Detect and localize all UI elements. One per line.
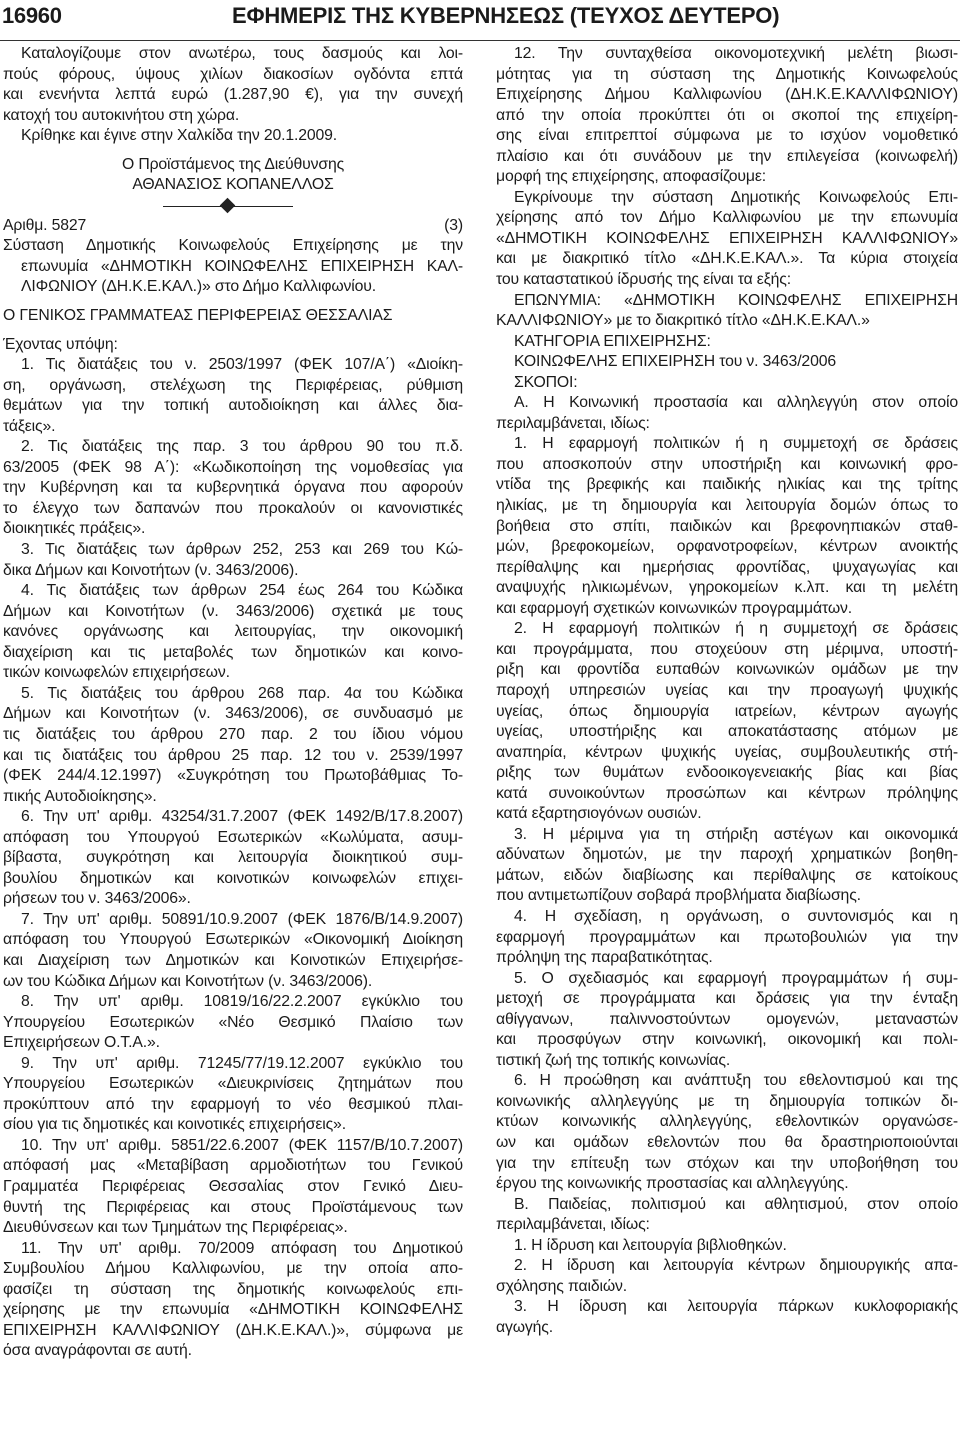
text-line: 6. Η προώθηση και ανάπτυξη του εθελοντισμού και της: [514, 1072, 958, 1090]
text-line: τις διατάξεις του άρθρου 270 παρ. 2 του ίδιου νόμου: [3, 725, 463, 743]
text-line: Δήμων και Κοινοτήτων (ν. 3463/2006), σε συνδυασμό με: [3, 705, 463, 723]
judged-line: Κρίθηκε και έγινε στην Χαλκίδα την 20.1.2009.: [21, 127, 338, 145]
section-a-item: [496, 907, 958, 969]
text-line: Επιχείρησης Δήμου Καλλιφωνίου (ΔΗ.Κ.Ε.ΚΑΛΛΙΦΩΝΙΟΥ): [496, 86, 958, 104]
page-number: 16960: [2, 3, 62, 28]
text-line: 5. Ο σχεδιασμός και εφαρμογή προγραμμάτων ή συμ-: [514, 969, 958, 987]
text-line: βουλίου δημοτικών και κοινοτικών κοινωφελών επιχει-: [3, 869, 463, 887]
right-column: [496, 44, 958, 1338]
text-line: 3. Η ίδρυση και λειτουργία πάρκων κυκλοφοριακής: [514, 1298, 958, 1316]
section-divider: [3, 196, 463, 216]
text-line: χείρησης από τον Δήμο Καλλιφωνίου με την επωνυμία: [496, 209, 958, 227]
issuer-heading: Ο ΓΕΝΙΚΟΣ ΓΡΑΜΜΑΤΕΑΣ ΠΕΡΙΦΕΡΕΙΑΣ ΘΕΣΣΑΛΙΑΣ: [3, 307, 393, 325]
consideration-item: [3, 910, 463, 992]
text-line: Επιχειρήσεων Ο.Τ.Α.».: [3, 1034, 160, 1052]
text-line: τάξεις».: [3, 417, 56, 435]
text-line: θεμάτων για την τοπική αυτοδιοίκηση και άλλες δια-: [3, 397, 463, 415]
decision-header: [3, 216, 463, 237]
text-line: Γραμματέα Περιφέρειας Θεσσαλίας στον Γενικό Διευ-: [3, 1177, 463, 1195]
consideration-item: [3, 1054, 463, 1136]
consideration-item: [3, 1239, 463, 1362]
decision-index: (3): [444, 216, 463, 234]
text-line: πλαίσιο και ότι συνάδουν με την επιλεγείσα (κοινωφελή): [496, 147, 958, 165]
text-line: και με διακριτικό τίτλο «ΔΗ.Κ.Ε.ΚΑΛ.». Τα κύρια στοιχεία: [496, 250, 958, 268]
text-line: Καταλογίζουμε στον ανωτέρω, τους δασμούς και λοι-: [21, 45, 463, 62]
text-line: που αντιμετωπίζουν σοβαρά προβλήματα διαβίωσης.: [496, 887, 861, 905]
approval-text: [496, 188, 958, 291]
text-line: Β. Παιδείας, πολιτισμού και αθλητισμού, στον οποίο: [514, 1195, 958, 1213]
text-line: κατά συνοικούντων προσώπων και κέντρων πρόληψης: [496, 784, 958, 802]
text-line: το έλεγχο των δαπανών που προκαλούν οι κανονιστικές: [3, 499, 463, 517]
consideration-item: [3, 684, 463, 807]
text-line: και ενενήντα λεπτά ευρώ (1.287,90 €), για την συνεχή: [3, 86, 463, 104]
text-line: σης είναι επιτρεπτοί σύμφωνα με το ισχύον νομοθετικό: [496, 127, 958, 145]
text-line: 1. Τις διατάξεις του ν. 2503/1997 (ΦΕΚ 107/Α΄) «Διοίκη-: [21, 356, 463, 374]
text-line: ΚΑΛΛΙΦΩΝΙΟΥ» με το διακριτικό τίτλο «ΔΗ.Κ.Ε.ΚΑΛ.»: [496, 312, 870, 330]
text-line: χείρησης με την επωνυμία «ΔΗΜΟΤΙΚΗ ΚΟΙΝΩΦΕΛΗΣ: [3, 1301, 463, 1319]
text-line: 12. Την συνταχθείσα οικονομοτεχνική μελέτη βιωσι-: [514, 45, 958, 62]
section-a-item: [496, 619, 958, 824]
page-header: [0, 0, 960, 41]
text-line: ηλικίας, με τη δημιουργία και λειτουργία δομών όπως το: [496, 497, 958, 515]
text-line: σχόλησης παιδιών.: [496, 1277, 628, 1295]
text-line: φασίζει τη σύσταση της δημοτικής κοινωφελούς επι-: [3, 1280, 463, 1298]
text-line: 8. Την υπ' αριθμ. 10819/16/22.2.2007 εγκύκλιο του: [21, 993, 463, 1011]
text-line: υγείας, όπως δημιουργία ιατρείων, κέντρων αγωγής: [496, 702, 958, 720]
text-line: μών, βρεφοκομείων, ορφανοτροφείων, κέντρων ανοικτής: [496, 538, 958, 556]
text-line: και εφαρμογή σχετικών κοινωνικών προγραμμάτων.: [496, 599, 852, 617]
text-line: Διευθύνσεων και των Τμημάτων της Περιφέρειας».: [3, 1219, 348, 1237]
text-line: βοήθεια στο σπίτι, παιδικών και βρεφονηπιακών σταθ-: [496, 517, 958, 535]
previous-decision-text: [3, 44, 463, 147]
text-line: και Διαχείριση των Δημοτικών και Κοινοτικών Επιχειρήσε-: [3, 951, 463, 969]
text-line: αδύνατων δημοτών, με την παροχή χρηματικών βοηθη-: [496, 846, 958, 864]
section-b-item: [496, 1256, 958, 1297]
text-line: σίου για τις δημοτικές και κοινοτικές επιχειρήσεις».: [3, 1116, 346, 1134]
text-line: του καταστατικού ίδρυσής της είναι τα εξής:: [496, 271, 791, 289]
text-line: 5. Τις διατάξεις του άρθρου 268 παρ. 4α του Κώδικα: [21, 684, 463, 702]
text-line: Δήμων και Κοινοτήτων (ν. 3463/2006) σχετικά με τους: [3, 602, 463, 620]
text-line: υγείας, υποστήριξης και αποκατάστασης ατόμων με: [496, 723, 958, 741]
diamond-ornament-icon: [220, 198, 236, 214]
text-line: Υπουργείου Εσωτερικών «Διευκρινίσεις ζητημάτων που: [3, 1075, 463, 1093]
gazette-title: ΕΦΗΜΕΡΙΣ ΤΗΣ ΚΥΒΕΡΝΗΣΕΩΣ (ΤΕΥΧΟΣ ΔΕΥΤΕΡΟ): [232, 3, 780, 28]
text-line: Συμβουλίου Δήμου Καλλιφωνίου, με την οποία απο-: [3, 1260, 463, 1278]
text-line: την Κυβέρνηση και τα κυβερνητικά όργανα που αφορούν: [3, 479, 463, 497]
text-line: εφαρμογή προγραμμάτων και πρωτοβουλιών για την: [496, 928, 958, 946]
text-line: ΕΠΙΧΕΙΡΗΣΗ ΚΑΛΛΙΦΩΝΙΟΥ (ΔΗ.Κ.Ε.ΚΑΛ.)», σύμφωνα με: [3, 1321, 463, 1339]
text-line: πρόληψη της παραβατικότητας.: [496, 949, 713, 967]
text-line: τιστική ζωή της τοπικής κοινωνίας.: [496, 1051, 731, 1069]
text-line: ρήσεων του ν. 3463/2006».: [3, 890, 191, 908]
consideration-item: [3, 992, 463, 1054]
text-line: τικών κοινωφελών επιχειρήσεων.: [3, 664, 230, 682]
section-b-heading: [496, 1195, 958, 1236]
text-line: μορφή της επιχείρησης, αποφασίζουμε:: [496, 168, 767, 186]
text-line: 3. Η μέριμνα για τη στήριξη αστέγων και οικονομικά: [514, 825, 958, 843]
text-line: «ΔΗΜΟΤΙΚΗ ΚΟΙΝΩΦΕΛΗΣ ΕΠΙΧΕΙΡΗΣΗ ΚΑΛΛΙΦΩΝΙΟΥ»: [496, 229, 958, 247]
text-line: ΛΙΦΩΝΙΟΥ (ΔΗ.Κ.Ε.ΚΑΛ.)» στο Δήμο Καλλιφωνίου.: [21, 278, 376, 296]
text-line: κατοχή του αυτοκινήτου στη χώρα.: [3, 106, 240, 124]
section-a-list: [496, 434, 958, 1194]
text-line: απόφαση του Υπουργού Εσωτερικών «Οικονομική Διοίκηση: [3, 931, 463, 949]
text-line: 1. Η εφαρμογή πολιτικών ή η συμμετοχή σε δράσεις: [514, 435, 958, 453]
text-line: προκύπτουν από την εφαρμογή το νέο θεσμικού πλαι-: [3, 1095, 463, 1113]
text-line: όσα αναγράφονται σε αυτή.: [3, 1342, 192, 1360]
text-line: διοικητικές πράξεις».: [3, 520, 146, 538]
text-line: περίθαλψης και ημερήσιας φροντίδας, ψυχαγωγίας και: [496, 558, 958, 576]
text-line: κατά εξαρτησιογόνων ουσιών.: [496, 805, 702, 823]
text-line: 2. Η ίδρυση και λειτουργία κέντρων δημιουργικής απα-: [514, 1257, 958, 1275]
text-line: μάτων, ειδών διαβίωσης και περίθαλψης σε κατοίκους: [496, 866, 958, 884]
text-line: ων του Κώδικα Δήμων και Κοινοτήτων (ν. 3463/2006).: [3, 972, 373, 990]
section-a-item: [496, 825, 958, 907]
section-b-item: [496, 1236, 958, 1257]
signer-title: Ο Προϊστάμενος της Διεύθυνσης: [121, 155, 345, 173]
category-label: ΚΑΤΗΓΟΡΙΑ ΕΠΙΧΕΙΡΗΣΗΣ:: [514, 332, 711, 350]
text-line: Εγκρίνουμε την σύσταση Δημοτικής Κοινωφελούς Επι-: [514, 188, 958, 206]
text-line: Α. Η Κοινωνική προστασία και αλληλεγγύη στον οποίο: [514, 394, 958, 412]
consideration-item: [3, 540, 463, 581]
section-b-item: [496, 1297, 958, 1338]
decision-title: [3, 236, 463, 298]
text-line: έργου της κοινωνικής προστασίας και αλληλεγγύης.: [496, 1175, 849, 1193]
text-line: ντίδα της βρεφικής και παιδικής ηλικίας και της τρίτης: [496, 476, 958, 494]
decision-number: Αριθμ. 5827: [3, 216, 87, 234]
text-line: περιλαμβάνεται, ιδίως:: [496, 414, 650, 432]
text-line: που αποσκοπούν στην υποστήριξη και κοινωνική φρο-: [496, 455, 958, 473]
text-line: μότητας για τη σύσταση της Δημοτικής Κοινωφελούς: [496, 65, 958, 83]
text-line: και τις διατάξεις του άρθρου 25 παρ. 12 του ν. 2539/1997: [3, 746, 463, 764]
text-line: αθίγγανων, παλιννοστούντων ομογενών, μεταναστών: [496, 1010, 958, 1028]
text-line: 2. Τις διατάξεις της παρ. 3 του άρθρου 90 του π.δ.: [21, 438, 463, 456]
text-line: ριξης των θυμάτων ενδοοικογενειακής βίας και βίας: [496, 764, 958, 782]
text-line: ΕΠΩΝΥΜΙΑ: «ΔΗΜΟΤΙΚΗ ΚΟΙΝΩΦΕΛΗΣ ΕΠΙΧΕΙΡΗΣΗ: [514, 291, 958, 309]
consideration-item: [3, 1136, 463, 1239]
text-line: 9. Την υπ' αριθμ. 71245/77/19.12.2007 εγκύκλιο του: [21, 1054, 463, 1072]
text-line: Σύσταση Δημοτικής Κοινωφελούς Επιχείρησης με την: [3, 237, 463, 255]
goals-label: ΣΚΟΠΟΙ:: [514, 373, 578, 391]
text-line: επωνυμία «ΔΗΜΟΤΙΚΗ ΚΟΙΝΩΦΕΛΗΣ ΕΠΙΧΕΙΡΗΣΗ ΚΑΛ-: [21, 257, 463, 275]
left-column: [3, 44, 463, 1362]
text-line: ριξη και φροντίδα ευπαθών κοινωνικών ομάδων με την: [496, 661, 958, 679]
text-line: (ΦΕΚ 244/4.12.1997) «Συγκρότηση του Πρωτοβάθμιας Το-: [3, 767, 463, 785]
text-line: πικής Αυτοδιοίκησης».: [3, 787, 157, 805]
consideration-item: [3, 437, 463, 540]
company-name: [496, 291, 958, 332]
text-line: 63/2005 (ΦΕΚ 98 Α΄): «Κωδικοποίηση της νομοθεσίας για: [3, 458, 463, 476]
text-line: μετοχή σε προγράμματα και δράσεις για την ένταξη: [496, 990, 958, 1008]
text-line: και προγράμματα, που στοχεύουν στη μέριμνα, υποστή-: [496, 640, 958, 658]
item-12: [496, 44, 958, 188]
text-line: περιλαμβάνεται, ιδίως:: [496, 1216, 650, 1234]
text-line: δικα Δήμων και Κοινοτήτων (ν. 3463/2006).: [3, 561, 299, 579]
text-line: αναψυχής ηλικιωμένων, γηροκομείων κ.λπ. και τη μελέτη: [496, 579, 958, 597]
text-line: παροχή υπηρεσιών υγείας και την προαγωγή ψυχικής: [496, 681, 958, 699]
text-line: 1. Η ίδρυση και λειτουργία βιβλιοθηκών.: [514, 1236, 787, 1254]
text-line: πούς φόρους, ύψους χιλίων διακοσίων ογδόντα επτά: [3, 65, 463, 83]
section-a-item: [496, 969, 958, 1072]
text-line: για την επίτευξη των στόχων και την υποβοήθηση του: [496, 1154, 958, 1172]
text-line: κανόνες οργάνωσης και λειτουργίας, την οικονομική: [3, 623, 463, 641]
text-line: από την οποία προκύπτει ότι οι σκοποί της επιχείρη-: [496, 106, 958, 124]
text-line: κτύων κοινωνικής αλληλεγγύης, εθελοντικών οργανώσε-: [496, 1113, 958, 1131]
text-line: Υπουργείου Εσωτερικών «Νέο Θεσμικό Πλαίσιο των: [3, 1013, 463, 1031]
text-line: ση, οργάνωση, στελέχωση της Περιφέρειας, ρύθμιση: [3, 376, 463, 394]
section-b-list: [496, 1236, 958, 1339]
text-line: ων και ομάδων εθελοντών που θα δραστηριοποιούνται: [496, 1133, 958, 1151]
having-regard-line: Έχοντας υπόψη:: [3, 335, 118, 353]
text-line: διαχείριση και τις μεταβολές των δημοτικών και κοινο-: [3, 643, 463, 661]
text-line: αναπηρία, κέντρων ψυχικής υγείας, συμβουλευτικής στή-: [496, 743, 958, 761]
text-line: και προσφύγων στην κοινωνική, οικονομική και πολι-: [496, 1031, 958, 1049]
text-line: 4. Τις διατάξεις των άρθρων 254 έως 264 του Κώδικα: [21, 582, 463, 600]
text-line: 2. Η εφαρμογή πολιτικών ή η συμμετοχή σε δράσεις: [514, 620, 958, 638]
category-value: ΚΟΙΝΩΦΕΛΗΣ ΕΠΙΧΕΙΡΗΣΗ του ν. 3463/2006: [514, 353, 836, 371]
text-line: θυντή της Περιφέρειας και στους Προϊστάμενους των: [3, 1198, 463, 1216]
text-line: απόφαση του Υπουργού Εσωτερικών «Κωλύματα, ασυμ-: [3, 828, 463, 846]
text-line: 3. Τις διατάξεις των άρθρων 252, 253 και 269 του Κώ-: [21, 541, 463, 559]
text-line: κοινωνικής αλληλεγγύης με τη δημιουργία τοπικών δι-: [496, 1092, 958, 1110]
text-line: 7. Την υπ' αριθμ. 50891/10.9.2007 (ΦΕΚ 1876/Β/14.9.2007): [21, 910, 463, 928]
consideration-item: [3, 581, 463, 684]
considerations-list: [3, 355, 463, 1362]
text-line: απόφασή μας «Μεταβίβαση αρμοδιοτήτων του Γενικού: [3, 1157, 463, 1175]
text-line: 11. Την υπ' αριθμ. 70/2009 απόφαση του Δημοτικού: [21, 1239, 463, 1257]
consideration-item: [3, 807, 463, 910]
section-a-item: [496, 1071, 958, 1194]
section-a-heading: [496, 393, 958, 434]
text-line: 10. Την υπ' αριθμ. 5851/22.6.2007 (ΦΕΚ 1157/Β/10.7.2007): [21, 1136, 463, 1154]
text-line: αγωγής.: [496, 1318, 554, 1336]
text-line: 6. Την υπ' αριθμ. 43254/31.7.2007 (ΦΕΚ 1492/Β/17.8.2007): [21, 808, 463, 826]
text-line: 4. Η σχεδίαση, η οργάνωση, ο συντονισμός και η: [514, 907, 958, 925]
section-a-item: [496, 434, 958, 619]
text-line: βίβαστα, συγκρότηση και λειτουργία διοικητικού συμ-: [3, 849, 463, 867]
consideration-item: [3, 355, 463, 437]
signer-name: ΑΘΑΝΑΣΙΟΣ ΚΟΠΑΝΕΛΛΟΣ: [132, 176, 334, 194]
